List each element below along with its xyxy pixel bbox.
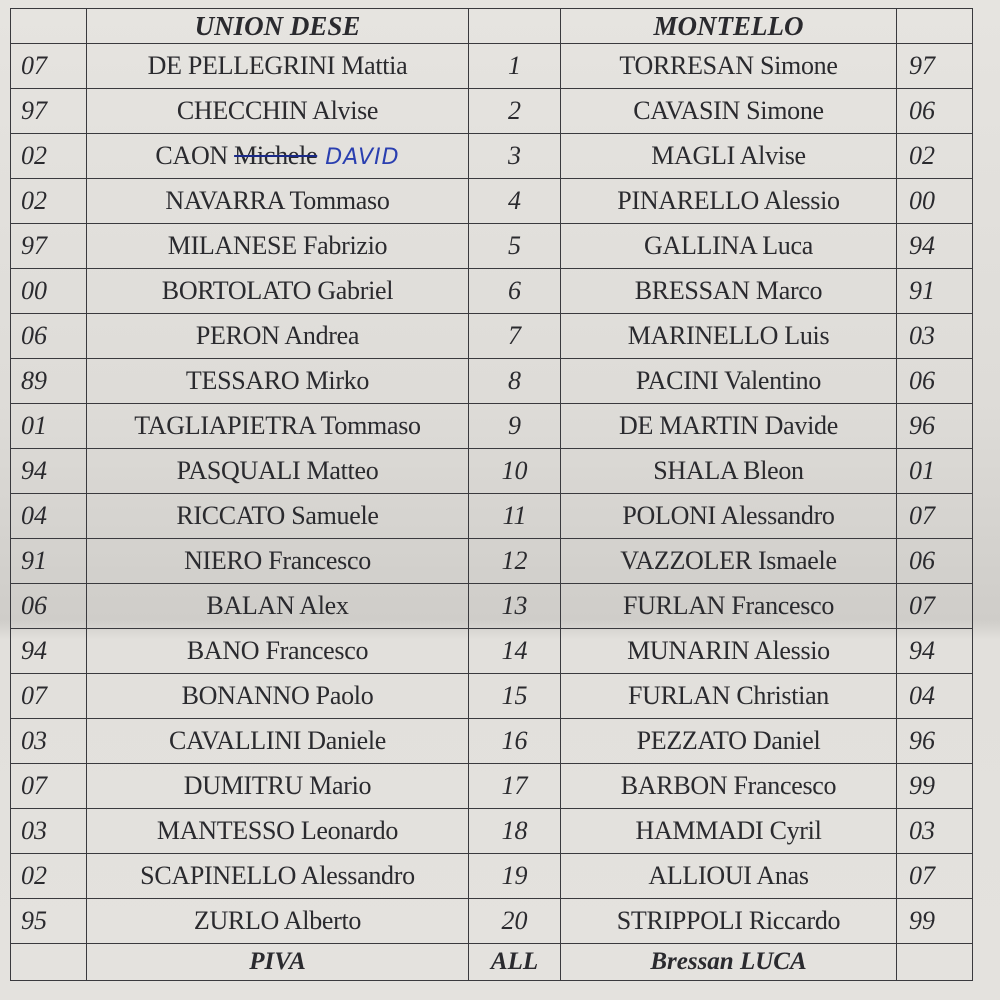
table-row — [11, 359, 973, 404]
home-team-title: UNION DESE — [87, 9, 469, 44]
footer-blank-right — [897, 944, 973, 981]
away-birth-year: 96 — [897, 404, 973, 449]
home-birth-year: 07 — [11, 44, 87, 89]
away-birth-year: 06 — [897, 359, 973, 404]
away-birth-year: 94 — [897, 224, 973, 269]
home-player-surname: CAON — [155, 141, 228, 170]
home-birth-year: 97 — [11, 224, 87, 269]
shirt-number: 5 — [469, 224, 561, 269]
away-player-name: SHALA Bleon — [561, 449, 897, 494]
away-player-name: MARINELLO Luis — [561, 314, 897, 359]
away-player-name: MUNARIN Alessio — [561, 629, 897, 674]
home-player-name: PERON Andrea — [87, 314, 469, 359]
home-player-name: ZURLO Alberto — [87, 899, 469, 944]
home-player-name: CHECCHIN Alvise — [87, 89, 469, 134]
shirt-number: 7 — [469, 314, 561, 359]
table-row — [11, 854, 973, 899]
away-birth-year: 91 — [897, 269, 973, 314]
away-player-name: VAZZOLER Ismaele — [561, 539, 897, 584]
table-row — [11, 269, 973, 314]
shirt-number: 9 — [469, 404, 561, 449]
table-row — [11, 449, 973, 494]
home-birth-year: 02 — [11, 179, 87, 224]
shirt-number: 2 — [469, 89, 561, 134]
home-player-name: DUMITRU Mario — [87, 764, 469, 809]
home-birth-year: 89 — [11, 359, 87, 404]
away-birth-year: 03 — [897, 314, 973, 359]
shirt-number: 4 — [469, 179, 561, 224]
home-birth-year: 07 — [11, 674, 87, 719]
away-birth-year: 06 — [897, 539, 973, 584]
shirt-number: 11 — [469, 494, 561, 539]
home-birth-year: 91 — [11, 539, 87, 584]
shirt-number: 15 — [469, 674, 561, 719]
shirt-number: 19 — [469, 854, 561, 899]
shirt-number: 3 — [469, 134, 561, 179]
home-player-name: NIERO Francesco — [87, 539, 469, 584]
home-player-name: RICCATO Samuele — [87, 494, 469, 539]
lineup-table — [10, 8, 973, 981]
table-row — [11, 584, 973, 629]
table-row — [11, 134, 973, 179]
away-birth-year: 99 — [897, 764, 973, 809]
handwritten-correction: DAVID — [325, 145, 400, 170]
home-birth-year: 06 — [11, 314, 87, 359]
away-player-name: FURLAN Francesco — [561, 584, 897, 629]
shirt-number: 1 — [469, 44, 561, 89]
table-row — [11, 539, 973, 584]
coach-label: ALL — [469, 944, 561, 981]
shirt-number: 13 — [469, 584, 561, 629]
home-player-name: BORTOLATO Gabriel — [87, 269, 469, 314]
away-birth-year: 06 — [897, 89, 973, 134]
footer-blank-left — [11, 944, 87, 981]
home-player-name: CAVALLINI Daniele — [87, 719, 469, 764]
away-player-name: PACINI Valentino — [561, 359, 897, 404]
away-player-name: PINARELLO Alessio — [561, 179, 897, 224]
away-birth-year: 07 — [897, 854, 973, 899]
table-row — [11, 179, 973, 224]
away-birth-year: 00 — [897, 179, 973, 224]
shirt-number: 16 — [469, 719, 561, 764]
home-birth-year: 02 — [11, 854, 87, 899]
shirt-number: 17 — [469, 764, 561, 809]
away-birth-year: 03 — [897, 809, 973, 854]
away-player-name: TORRESAN Simone — [561, 44, 897, 89]
away-player-name: PEZZATO Daniel — [561, 719, 897, 764]
away-player-name: MAGLI Alvise — [561, 134, 897, 179]
shirt-number: 8 — [469, 359, 561, 404]
home-birth-year: 06 — [11, 584, 87, 629]
header-blank-center — [469, 9, 561, 44]
table-row — [11, 674, 973, 719]
away-birth-year: 96 — [897, 719, 973, 764]
home-player-name: TESSARO Mirko — [87, 359, 469, 404]
home-coach: PIVA — [87, 944, 469, 981]
home-player-name: PASQUALI Matteo — [87, 449, 469, 494]
table-row — [11, 314, 973, 359]
away-birth-year: 07 — [897, 584, 973, 629]
home-player-name: NAVARRA Tommaso — [87, 179, 469, 224]
table-row — [11, 629, 973, 674]
home-player-name: MANTESSO Leonardo — [87, 809, 469, 854]
away-player-name: POLONI Alessandro — [561, 494, 897, 539]
home-birth-year: 02 — [11, 134, 87, 179]
table-row — [11, 899, 973, 944]
away-birth-year: 99 — [897, 899, 973, 944]
home-player-name: BONANNO Paolo — [87, 674, 469, 719]
shirt-number: 10 — [469, 449, 561, 494]
away-player-name: BRESSAN Marco — [561, 269, 897, 314]
away-birth-year: 94 — [897, 629, 973, 674]
away-birth-year: 04 — [897, 674, 973, 719]
home-birth-year: 97 — [11, 89, 87, 134]
shirt-number: 14 — [469, 629, 561, 674]
shirt-number: 20 — [469, 899, 561, 944]
away-coach: Bressan LUCA — [561, 944, 897, 981]
home-player-name: MILANESE Fabrizio — [87, 224, 469, 269]
home-player-name: SCAPINELLO Alessandro — [87, 854, 469, 899]
table-row — [11, 224, 973, 269]
header-blank-right — [897, 9, 973, 44]
table-row — [11, 809, 973, 854]
away-player-name: STRIPPOLI Riccardo — [561, 899, 897, 944]
away-birth-year: 01 — [897, 449, 973, 494]
shirt-number: 12 — [469, 539, 561, 584]
home-birth-year: 04 — [11, 494, 87, 539]
away-birth-year: 02 — [897, 134, 973, 179]
away-player-name: CAVASIN Simone — [561, 89, 897, 134]
home-player-name: BALAN Alex — [87, 584, 469, 629]
header-row — [11, 9, 973, 44]
away-player-name: BARBON Francesco — [561, 764, 897, 809]
home-player-name — [87, 134, 469, 179]
home-player-name: DE PELLEGRINI Mattia — [87, 44, 469, 89]
away-player-name: HAMMADI Cyril — [561, 809, 897, 854]
footer-row — [11, 944, 973, 981]
header-blank-left — [11, 9, 87, 44]
home-birth-year: 95 — [11, 899, 87, 944]
home-birth-year: 00 — [11, 269, 87, 314]
away-player-name: DE MARTIN Davide — [561, 404, 897, 449]
away-player-name: FURLAN Christian — [561, 674, 897, 719]
home-birth-year: 94 — [11, 449, 87, 494]
table-row — [11, 494, 973, 539]
away-player-name: GALLINA Luca — [561, 224, 897, 269]
table-row — [11, 404, 973, 449]
shirt-number: 6 — [469, 269, 561, 314]
struck-first-name: Michele — [234, 141, 318, 170]
table-row — [11, 764, 973, 809]
away-player-name: ALLIOUI Anas — [561, 854, 897, 899]
home-birth-year: 07 — [11, 764, 87, 809]
home-birth-year: 03 — [11, 809, 87, 854]
away-team-title: MONTELLO — [561, 9, 897, 44]
table-row — [11, 89, 973, 134]
home-birth-year: 03 — [11, 719, 87, 764]
away-birth-year: 07 — [897, 494, 973, 539]
away-birth-year: 97 — [897, 44, 973, 89]
table-row — [11, 719, 973, 764]
home-birth-year: 01 — [11, 404, 87, 449]
table-row — [11, 44, 973, 89]
home-player-name: TAGLIAPIETRA Tommaso — [87, 404, 469, 449]
home-player-name: BANO Francesco — [87, 629, 469, 674]
home-birth-year: 94 — [11, 629, 87, 674]
shirt-number: 18 — [469, 809, 561, 854]
